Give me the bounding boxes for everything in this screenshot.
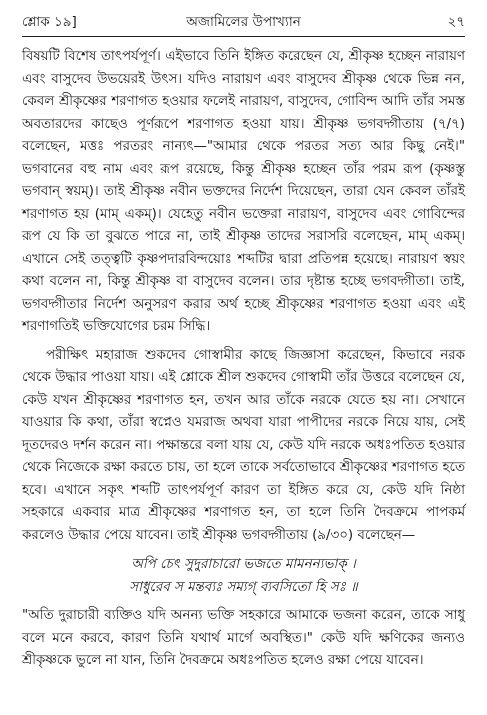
- header-rule: [22, 36, 465, 37]
- body-text: [22, 46, 465, 673]
- verse-reference: শ্লোক ১৯]: [22, 14, 77, 30]
- running-header: [22, 8, 465, 36]
- chapter-title: অজামিলের উপাখ্যান: [186, 14, 301, 30]
- verse-line-1: অপি চেৎ সুদুরাচারো ভজতে মামনন্যভাক্ ।: [131, 557, 356, 572]
- page-number: ২৭: [447, 14, 465, 30]
- sanskrit-verse: [22, 553, 465, 599]
- verse-line-2: সাধুরেব স মন্তব্যঃ সম্যগ্ ব্যবসিতো হি সঃ ॥: [129, 580, 358, 595]
- paragraph-3: "অতি দুরাচারী ব্যক্তিও যদি অনন্য ভক্তি সহকারে আমাকে ভজনা করেন, তাকে সাধু বলে মনে করবে, কারণ তিনি যথার্থ মার্গে অবস্থিত।" কেউ যদি ক্ষণিকের জন্যও শ্রীকৃষ্ণকে ভুলে না যান, তিনি দৈবক্রমে অধঃপতিত হলেও রক্ষা পেয়ে যাবেন।: [22, 608, 465, 668]
- paragraph-2: পরীক্ষিৎ মহারাজ শুকদেব গোস্বামীর কাছে জিজ্ঞাসা করেছেন, কিভাবে নরক থেকে উদ্ধার পাওয়া যায়। এই শ্লোকে শ্রীল শুকদেব গোস্বামী তাঁর উত্তরে বলেছেন যে, কেউ যখন শ্রীকৃষ্ণের শরণাগত হন, তখন আর তাঁকে নরকে যেতে হয় না। সেখানে যাওয়ার কি কথা, তাঁরা স্বপ্নেও যমরাজ অথবা যারা পাপীদের নরকে নিয়ে যায়, সেই দূতদেরও দর্শন করেন না। পক্ষান্তরে বলা যায় যে, কেউ যদি নরকে অধঃপতিত হওয়ার থেকে নিজেকে রক্ষা করতে চায়, তা হলে তাকে সর্বতোভাবে শ্রীকৃষ্ণের শরণাগত হতে হবে। এখানে সকৃৎ শব্দটি তাৎপর্যপূর্ণ কারণ তা ইঙ্গিত করে যে, কেউ যদি নিষ্ঠা সহকারে একবার মাত্র শ্রীকৃষ্ণের শরণাগত হন, তা হলে তিনি দৈবক্রমে পাপকর্ম করলেও উদ্ধার পেয়ে যাবেন। তাই শ্রীকৃষ্ণ ভগবদ্গীতায় (৯/৩০) বলেছেন—: [22, 347, 465, 543]
- paragraph-1: বিষয়টি বিশেষ তাৎপর্যপূর্ণ। এইভাবে তিনি ইঙ্গিত করেছেন যে, শ্রীকৃষ্ণ হচ্ছেন নারায়ণ এবং বাসুদেব উভয়েরই উৎস। যদিও নারায়ণ এবং বাসুদেব শ্রীকৃষ্ণ থেকে ভিন্ন নন, কেবল শ্রীকৃষ্ণের শরণাগত হওয়ার ফলেই নারায়ণ, বাসুদেব, গোবিন্দ আদি তাঁর সমস্ত অবতারদের কাছেও পূর্ণরূপে শরণাগত হওয়া যায়। শ্রীকৃষ্ণ ভগবদ্গীতায় (৭/৭) বলেছেন, মত্তঃ পরতরং নান্যৎ—"আমার থেকে পরতর সত্য আর কিছু নেই।" ভগবানের বহু নাম এবং রূপ রয়েছে, কিন্তু শ্রীকৃষ্ণ হচ্ছেন তাঁর পরম রূপ (কৃষ্ণস্তু ভগবান্ স্বয়ম্)। তাই শ্রীকৃষ্ণ নবীন ভক্তদের নির্দেশ দিয়েছেন, তারা যেন কেবল তাঁরই শরণাগত হয় (মাম্ একম্)। যেহেতু নবীন ভক্তেরা নারায়ণ, বাসুদেব এবং গোবিন্দের রূপ যে কি তা বুঝতে পারে না, তাই শ্রীকৃষ্ণ তাদের সরাসরি বলেছেন, মাম্ একম্। এখানে সেই তত্ত্বটি কৃষ্ণপদারবিন্দয়োঃ শব্দটির দ্বারা প্রতিপন্ন হয়েছে। নারায়ণ স্বয়ং কথা বলেন না, কিন্তু শ্রীকৃষ্ণ বা বাসুদেব বলেন। তার দৃষ্টান্ত হচ্ছে ভগবদ্গীতা। তাই, ভগবদ্গীতার নির্দেশ অনুসরণ করার অর্থ হচ্ছে শ্রীকৃষ্ণের শরণাগত হওয়া এবং এই শরণাগতিই ভক্তিযোগের চরম সিদ্ধি।: [22, 49, 465, 334]
